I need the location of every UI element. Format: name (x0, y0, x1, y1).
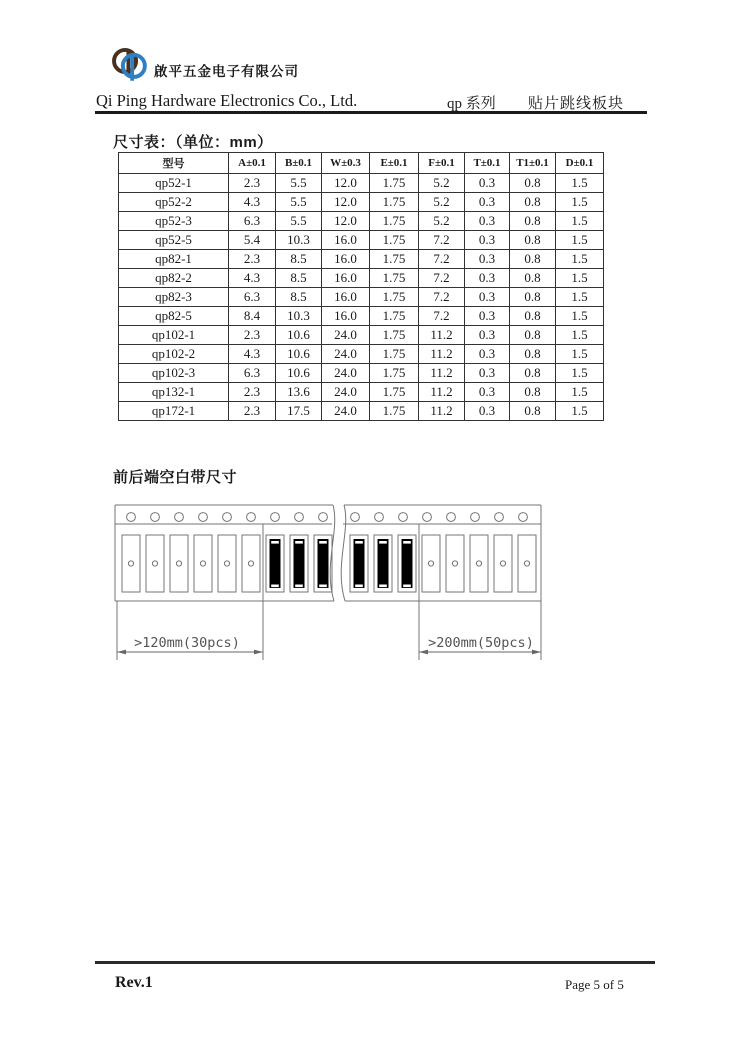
pocket-center-hole (476, 561, 481, 566)
size-table-title: 尺寸表：（单位：mm） (113, 134, 273, 151)
series-label: qp 系列 (447, 96, 496, 112)
value-cell: 12.0 (322, 212, 370, 231)
value-cell: 0.3 (465, 345, 510, 364)
jumper-component (354, 539, 365, 588)
value-cell: 0.3 (465, 402, 510, 421)
table-row (119, 231, 604, 250)
value-cell: 2.3 (229, 174, 276, 193)
value-cell: 11.2 (419, 383, 465, 402)
model-cell: qp172-1 (119, 402, 229, 421)
value-cell: 0.3 (465, 174, 510, 193)
size-table-head (119, 153, 604, 174)
sprocket-hole (151, 513, 160, 522)
pocket-center-hole (428, 561, 433, 566)
table-row (119, 288, 604, 307)
value-cell: 8.5 (276, 288, 322, 307)
component-end-cap (379, 585, 387, 588)
pocket-center-hole (128, 561, 133, 566)
model-cell: qp82-2 (119, 269, 229, 288)
value-cell: 1.75 (370, 212, 419, 231)
size-table-body (119, 174, 604, 421)
value-cell: 11.2 (419, 402, 465, 421)
header-divider (95, 111, 647, 114)
column-header-4: E±0.1 (370, 153, 419, 174)
pocket-center-hole (500, 561, 505, 566)
component-end-cap (295, 585, 303, 588)
column-header-2: B±0.1 (276, 153, 322, 174)
value-cell: 4.3 (229, 193, 276, 212)
header-row (119, 153, 604, 174)
value-cell: 24.0 (322, 383, 370, 402)
value-cell: 0.8 (510, 174, 556, 193)
model-cell: qp82-5 (119, 307, 229, 326)
pocket-center-hole (524, 561, 529, 566)
sprocket-hole (471, 513, 480, 522)
pocket-center-hole (152, 561, 157, 566)
page-number: Page 5 of 5 (565, 977, 624, 992)
value-cell: 4.3 (229, 345, 276, 364)
model-cell: qp82-1 (119, 250, 229, 269)
pocket-center-hole (248, 561, 253, 566)
value-cell: 13.6 (276, 383, 322, 402)
value-cell: 6.3 (229, 212, 276, 231)
value-cell: 0.3 (465, 212, 510, 231)
value-cell: 0.8 (510, 269, 556, 288)
component-end-cap (271, 585, 279, 588)
tape-pockets (122, 513, 536, 592)
component-end-cap (403, 541, 411, 544)
pocket-center-hole (452, 561, 457, 566)
table-row (119, 193, 604, 212)
value-cell: 0.3 (465, 288, 510, 307)
sprocket-hole (423, 513, 432, 522)
value-cell: 1.75 (370, 345, 419, 364)
value-cell: 1.75 (370, 307, 419, 326)
value-cell: 16.0 (322, 269, 370, 288)
value-cell: 1.5 (556, 364, 604, 383)
tape-pocket-empty (494, 535, 512, 592)
value-cell: 0.8 (510, 288, 556, 307)
value-cell: 1.75 (370, 402, 419, 421)
value-cell: 1.75 (370, 383, 419, 402)
column-header-6: T±0.1 (465, 153, 510, 174)
right-dimension-label: >200mm(50pcs) (428, 635, 534, 651)
value-cell: 16.0 (322, 231, 370, 250)
table-row (119, 364, 604, 383)
value-cell: 1.5 (556, 326, 604, 345)
value-cell: 0.3 (465, 250, 510, 269)
value-cell: 0.3 (465, 269, 510, 288)
value-cell: 6.3 (229, 288, 276, 307)
arrowhead-left-start (117, 650, 126, 655)
value-cell: 1.5 (556, 174, 604, 193)
value-cell: 5.5 (276, 174, 322, 193)
sprocket-hole (399, 513, 408, 522)
value-cell: 2.3 (229, 402, 276, 421)
value-cell: 1.75 (370, 193, 419, 212)
value-cell: 12.0 (322, 193, 370, 212)
component-end-cap (379, 541, 387, 544)
value-cell: 5.2 (419, 212, 465, 231)
value-cell: 10.6 (276, 345, 322, 364)
jumper-component (318, 539, 329, 588)
model-cell: qp52-3 (119, 212, 229, 231)
value-cell: 24.0 (322, 364, 370, 383)
tape-drawing (112, 500, 548, 668)
sprocket-hole (495, 513, 504, 522)
value-cell: 1.5 (556, 231, 604, 250)
value-cell: 10.6 (276, 326, 322, 345)
tape-pocket-empty (242, 535, 260, 592)
tape-section-title: 前后端空白带尺寸 (113, 469, 238, 486)
model-cell: qp132-1 (119, 383, 229, 402)
value-cell: 0.8 (510, 250, 556, 269)
value-cell: 16.0 (322, 307, 370, 326)
value-cell: 12.0 (322, 174, 370, 193)
value-cell: 7.2 (419, 250, 465, 269)
left-dimension-label: >120mm(30pcs) (134, 635, 240, 651)
pocket-center-hole (176, 561, 181, 566)
value-cell: 16.0 (322, 288, 370, 307)
value-cell: 1.75 (370, 326, 419, 345)
value-cell: 1.5 (556, 193, 604, 212)
sprocket-hole (175, 513, 184, 522)
value-cell: 1.5 (556, 307, 604, 326)
value-cell: 24.0 (322, 345, 370, 364)
product-label: 贴片跳线板块 (528, 96, 625, 112)
value-cell: 1.5 (556, 269, 604, 288)
value-cell: 1.5 (556, 402, 604, 421)
value-cell: 2.3 (229, 250, 276, 269)
model-cell: qp102-1 (119, 326, 229, 345)
component-end-cap (271, 541, 279, 544)
value-cell: 24.0 (322, 326, 370, 345)
value-cell: 17.5 (276, 402, 322, 421)
value-cell: 0.8 (510, 307, 556, 326)
value-cell: 0.3 (465, 231, 510, 250)
column-header-7: T1±0.1 (510, 153, 556, 174)
component-end-cap (403, 585, 411, 588)
value-cell: 11.2 (419, 364, 465, 383)
pocket-center-hole (224, 561, 229, 566)
value-cell: 1.75 (370, 231, 419, 250)
jumper-component (402, 539, 413, 588)
tape-pocket-empty (446, 535, 464, 592)
arrowhead-right-start (419, 650, 428, 655)
tape-break-right-curve (341, 505, 346, 601)
value-cell: 0.8 (510, 402, 556, 421)
sprocket-hole (319, 513, 328, 522)
value-cell: 0.3 (465, 364, 510, 383)
jumper-component (270, 539, 281, 588)
value-cell: 1.75 (370, 288, 419, 307)
value-cell: 1.5 (556, 212, 604, 231)
jumper-component (294, 539, 305, 588)
tape-pocket-empty (122, 535, 140, 592)
table-row (119, 345, 604, 364)
model-cell: qp52-1 (119, 174, 229, 193)
tape-pocket-empty (422, 535, 440, 592)
table-row (119, 269, 604, 288)
value-cell: 0.8 (510, 345, 556, 364)
value-cell: 10.6 (276, 364, 322, 383)
value-cell: 11.2 (419, 326, 465, 345)
value-cell: 10.3 (276, 307, 322, 326)
tape-pocket-empty (218, 535, 236, 592)
arrowhead-left-end (254, 650, 263, 655)
table-row (119, 307, 604, 326)
value-cell: 8.4 (229, 307, 276, 326)
value-cell: 8.5 (276, 250, 322, 269)
sprocket-hole (247, 513, 256, 522)
value-cell: 5.5 (276, 212, 322, 231)
value-cell: 1.5 (556, 383, 604, 402)
sprocket-hole (519, 513, 528, 522)
value-cell: 8.5 (276, 269, 322, 288)
value-cell: 11.2 (419, 345, 465, 364)
value-cell: 0.3 (465, 383, 510, 402)
tape-pocket-empty (470, 535, 488, 592)
value-cell: 0.8 (510, 231, 556, 250)
value-cell: 0.3 (465, 326, 510, 345)
component-end-cap (355, 541, 363, 544)
value-cell: 16.0 (322, 250, 370, 269)
value-cell: 1.75 (370, 269, 419, 288)
table-row (119, 402, 604, 421)
model-cell: qp102-2 (119, 345, 229, 364)
value-cell: 0.8 (510, 212, 556, 231)
tape-pocket-empty (146, 535, 164, 592)
value-cell: 4.3 (229, 269, 276, 288)
value-cell: 7.2 (419, 307, 465, 326)
value-cell: 10.3 (276, 231, 322, 250)
model-cell: qp52-2 (119, 193, 229, 212)
value-cell: 5.4 (229, 231, 276, 250)
pocket-center-hole (200, 561, 205, 566)
sprocket-hole (223, 513, 232, 522)
value-cell: 7.2 (419, 269, 465, 288)
value-cell: 0.8 (510, 326, 556, 345)
column-header-0: 型号 (119, 153, 229, 174)
sprocket-hole (351, 513, 360, 522)
footer-divider (95, 961, 655, 964)
component-end-cap (355, 585, 363, 588)
value-cell: 6.3 (229, 364, 276, 383)
table-row (119, 383, 604, 402)
tape-pocket-empty (194, 535, 212, 592)
company-name-english: Qi Ping Hardware Electronics Co., Ltd. (96, 91, 358, 110)
model-cell: qp82-3 (119, 288, 229, 307)
value-cell: 24.0 (322, 402, 370, 421)
value-cell: 7.2 (419, 231, 465, 250)
value-cell: 0.3 (465, 307, 510, 326)
value-cell: 5.5 (276, 193, 322, 212)
tape-pocket-empty (170, 535, 188, 592)
value-cell: 2.3 (229, 383, 276, 402)
value-cell: 1.5 (556, 345, 604, 364)
size-table (118, 152, 604, 421)
column-header-3: W±0.3 (322, 153, 370, 174)
value-cell: 1.75 (370, 174, 419, 193)
column-header-8: D±0.1 (556, 153, 604, 174)
component-end-cap (319, 585, 327, 588)
value-cell: 7.2 (419, 288, 465, 307)
table-row (119, 212, 604, 231)
component-end-cap (295, 541, 303, 544)
revision-label: Rev.1 (115, 974, 153, 991)
sprocket-hole (295, 513, 304, 522)
sprocket-hole (447, 513, 456, 522)
value-cell: 1.5 (556, 250, 604, 269)
value-cell: 0.3 (465, 193, 510, 212)
table-row (119, 250, 604, 269)
sprocket-hole (271, 513, 280, 522)
jumper-component (378, 539, 389, 588)
value-cell: 1.75 (370, 364, 419, 383)
sprocket-hole (375, 513, 384, 522)
value-cell: 0.8 (510, 193, 556, 212)
sprocket-hole (199, 513, 208, 522)
tape-pocket-empty (518, 535, 536, 592)
company-name-chinese: 啟平五金电子有限公司 (154, 64, 299, 79)
table-row (119, 174, 604, 193)
value-cell: 1.75 (370, 250, 419, 269)
value-cell: 5.2 (419, 174, 465, 193)
component-end-cap (319, 541, 327, 544)
model-cell: qp102-3 (119, 364, 229, 383)
table-row (119, 326, 604, 345)
value-cell: 1.5 (556, 288, 604, 307)
column-header-1: A±0.1 (229, 153, 276, 174)
value-cell: 0.8 (510, 364, 556, 383)
company-logo (108, 45, 152, 89)
value-cell: 0.8 (510, 383, 556, 402)
sprocket-hole (127, 513, 136, 522)
value-cell: 2.3 (229, 326, 276, 345)
model-cell: qp52-5 (119, 231, 229, 250)
column-header-5: F±0.1 (419, 153, 465, 174)
value-cell: 5.2 (419, 193, 465, 212)
